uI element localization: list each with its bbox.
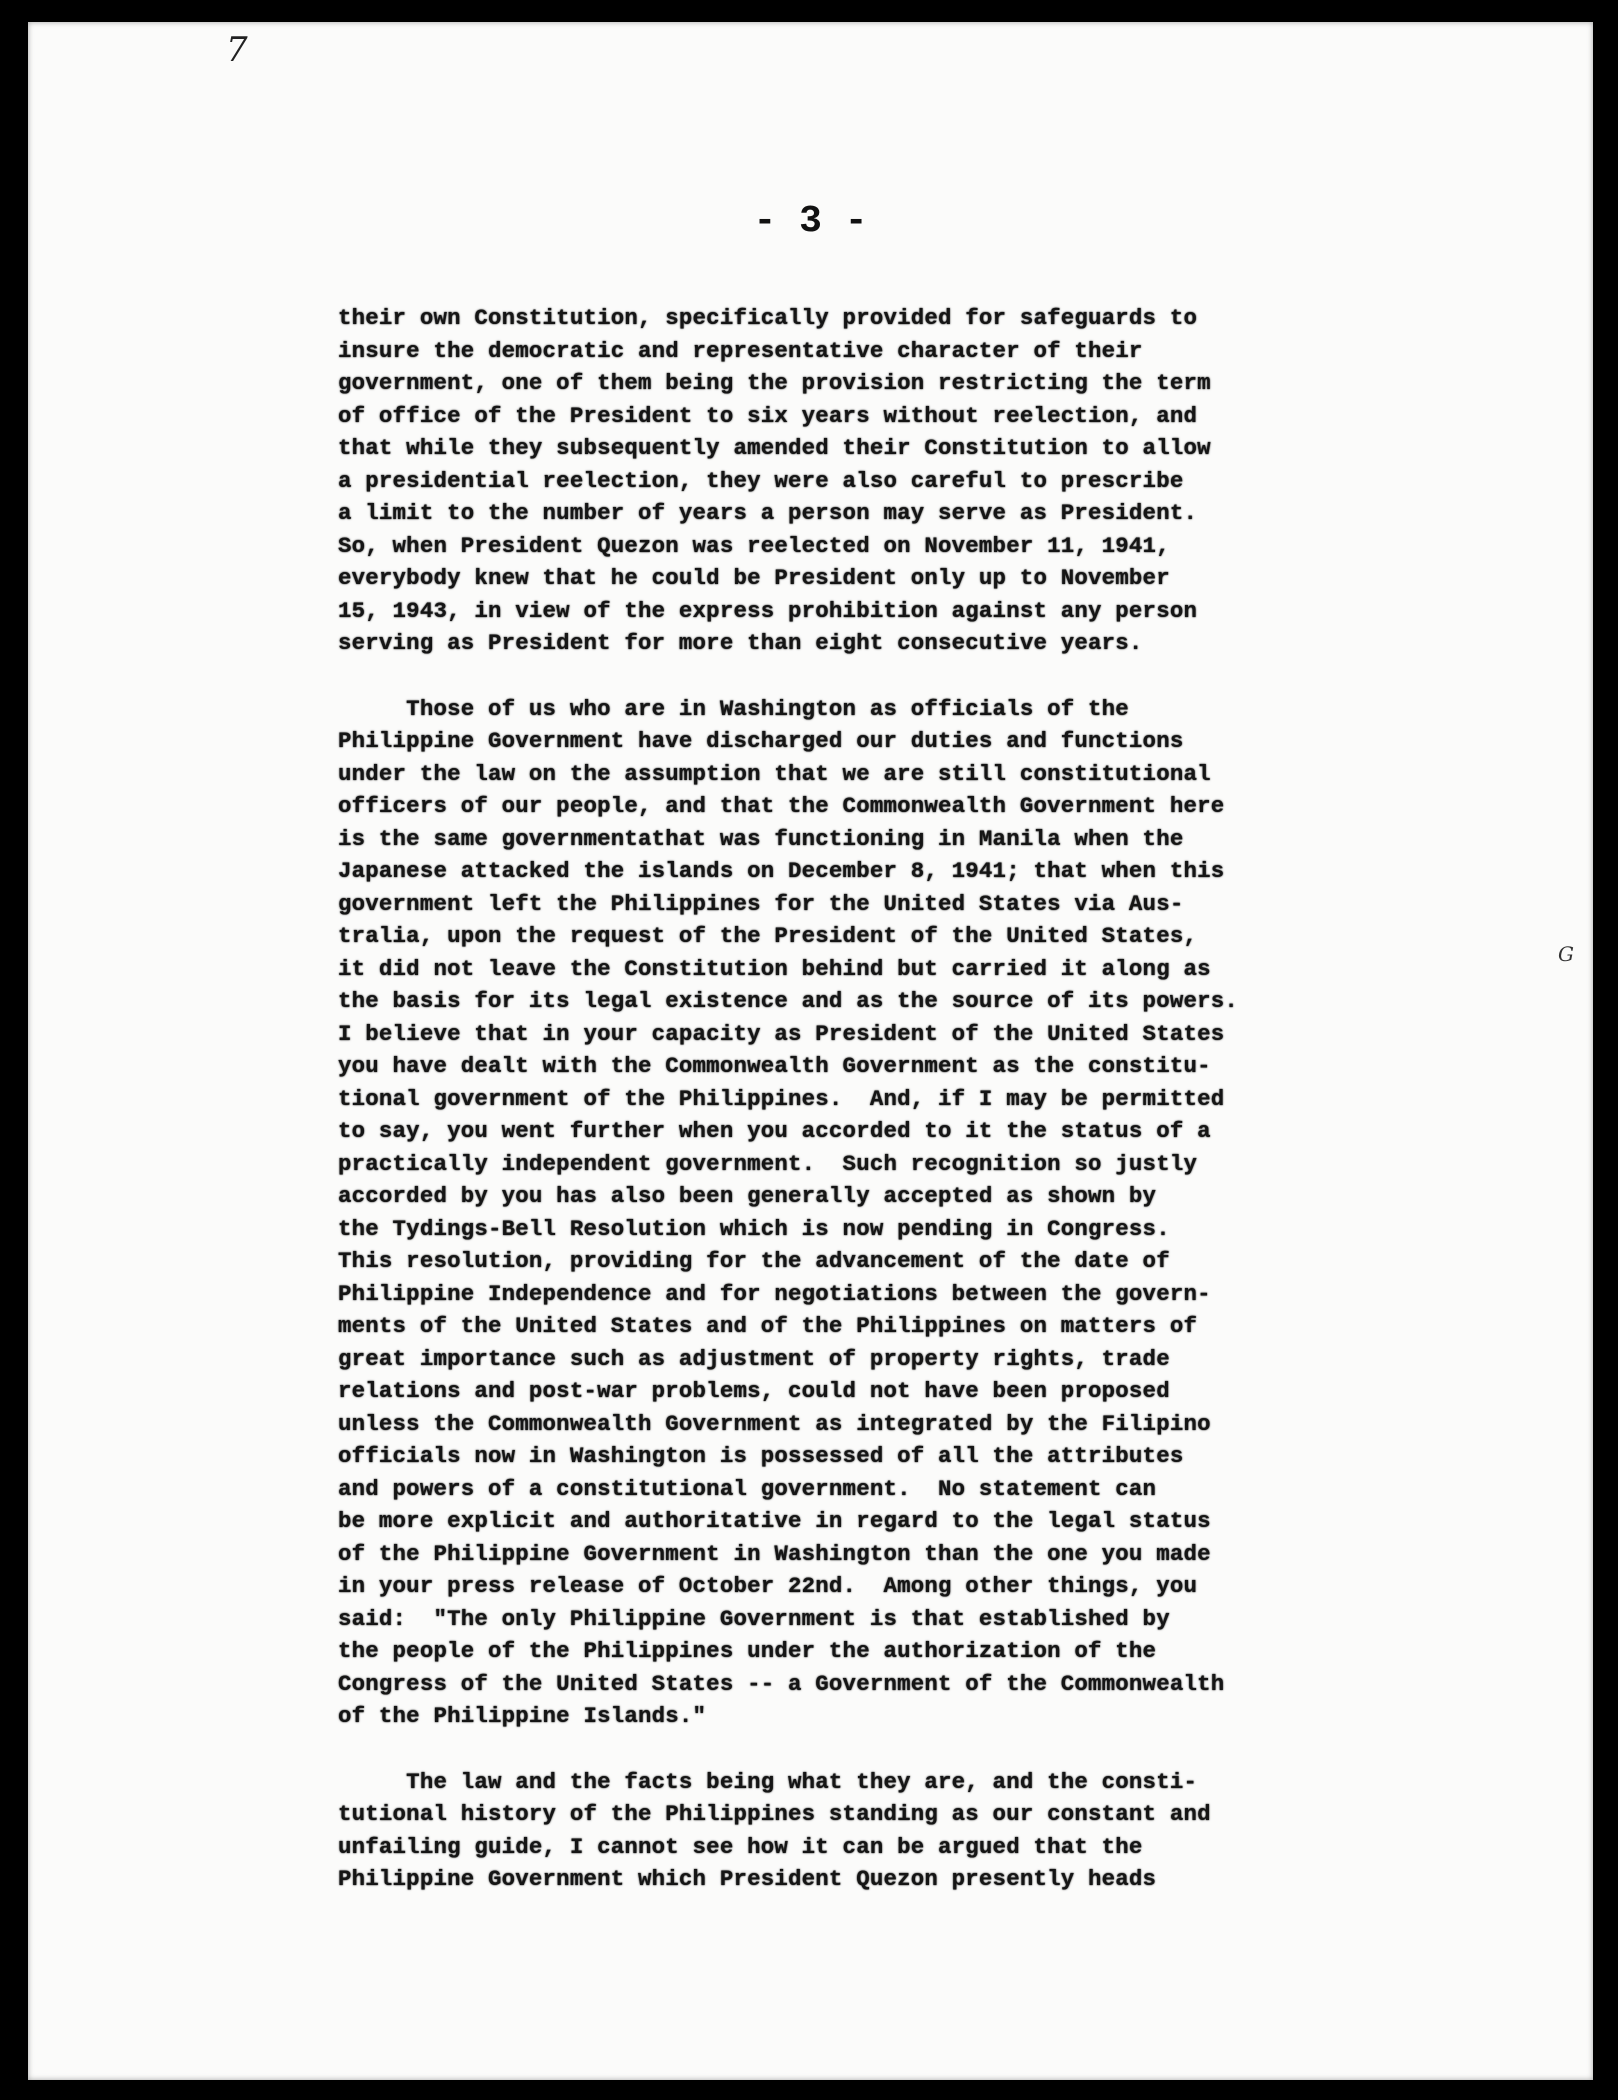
text-line: tralia, upon the request of the President of the United States,	[338, 923, 1198, 949]
handwritten-page-mark: 7	[226, 30, 248, 70]
text-line: their own Constitution, specifically provided for safeguards to	[338, 305, 1198, 331]
text-line: of the Philippine Islands."	[338, 1703, 707, 1729]
text-line: great importance such as adjustment of property rights, trade	[338, 1345, 1170, 1372]
text-line: is the same governmentathat was functioning in Manila when the	[338, 825, 1184, 852]
text-line: Congress of the United States -- a Government of the Commonwealth	[338, 1670, 1225, 1697]
paragraph	[338, 693, 1498, 1733]
text-line: officers of our people, and that the Commonwealth Government here	[338, 793, 1225, 819]
text-line: the basis for its legal existence and as the source of its powers.	[338, 988, 1239, 1014]
text-line: a presidential reelection, they were also careful to prescribe	[338, 467, 1184, 494]
text-line: 15, 1943, in view of the express prohibition against any person	[338, 597, 1198, 624]
page-number: - 3 -	[753, 200, 868, 243]
handwritten-margin-mark: G	[1558, 942, 1574, 966]
text-line: officials now in Washington is possessed of all the attributes	[338, 1443, 1184, 1469]
text-line: I believe that in your capacity as President of the United States	[338, 1020, 1225, 1047]
text-line: be more explicit and authoritative in regard to the legal status	[338, 1508, 1211, 1534]
text-line: a limit to the number of years a person may serve as President.	[338, 500, 1198, 526]
text-line: you have dealt with the Commonwealth Government as the constitu-	[338, 1053, 1211, 1079]
text-line: accorded by you has also been generally accepted as shown by	[338, 1183, 1157, 1209]
text-line: the Tydings-Bell Resolution which is now pending in Congress.	[338, 1215, 1170, 1242]
text-line: government, one of them being the provision restricting the term	[338, 370, 1211, 396]
text-line: unfailing guide, I cannot see how it can be argued that the	[338, 1833, 1143, 1860]
text-line: Those of us who are in Washington as officials of the	[338, 695, 1129, 722]
text-line: of the Philippine Government in Washington than the one you made	[338, 1540, 1211, 1567]
document-page	[28, 22, 1593, 2080]
text-line: ments of the United States and of the Philippines on matters of	[338, 1313, 1198, 1339]
text-line: practically independent government. Such recognition so justly	[338, 1150, 1198, 1177]
text-line: under the law on the assumption that we are still constitutional	[338, 760, 1211, 787]
text-line: So, when President Quezon was reelected on November 11, 1941,	[338, 532, 1170, 559]
text-line: the people of the Philippines under the authorization of the	[338, 1638, 1157, 1664]
text-line: everybody knew that he could be President only up to November	[338, 565, 1170, 591]
text-line: serving as President for more than eight consecutive years.	[338, 630, 1143, 656]
text-line: to say, you went further when you accorded to it the status of a	[338, 1118, 1211, 1144]
text-line: that while they subsequently amended their Constitution to allow	[338, 435, 1211, 461]
text-line: This resolution, providing for the advancement of the date of	[338, 1248, 1170, 1274]
text-line: Philippine Government have discharged our duties and functions	[338, 728, 1184, 754]
text-line: tutional history of the Philippines standing as our constant and	[338, 1801, 1211, 1827]
text-line: it did not leave the Constitution behind but carried it along as	[338, 955, 1211, 982]
text-line: Philippine Independence and for negotiations between the govern-	[338, 1280, 1211, 1307]
text-line: unless the Commonwealth Government as integrated by the Filipino	[338, 1410, 1211, 1437]
text-line: The law and the facts being what they are, and the consti-	[338, 1768, 1198, 1795]
text-line: government left the Philippines for the United States via Aus-	[338, 890, 1184, 917]
text-line: and powers of a constitutional government. No statement can	[338, 1475, 1157, 1502]
paragraph	[338, 302, 1498, 660]
text-line: of office of the President to six years without reelection, and	[338, 402, 1198, 429]
text-line: Japanese attacked the islands on December 8, 1941; that when this	[338, 858, 1225, 884]
text-line: tional government of the Philippines. And, if I may be permitted	[338, 1085, 1225, 1112]
paragraph	[338, 1766, 1498, 1896]
letter-body	[338, 302, 1498, 1929]
text-line: insure the democratic and representative character of their	[338, 337, 1143, 364]
text-line: in your press release of October 22nd. Among other things, you	[338, 1573, 1198, 1599]
text-line: Philippine Government which President Quezon presently heads	[338, 1866, 1157, 1892]
text-line: relations and post-war problems, could not have been proposed	[338, 1378, 1170, 1404]
text-line: said: "The only Philippine Government is that established by	[338, 1605, 1170, 1632]
